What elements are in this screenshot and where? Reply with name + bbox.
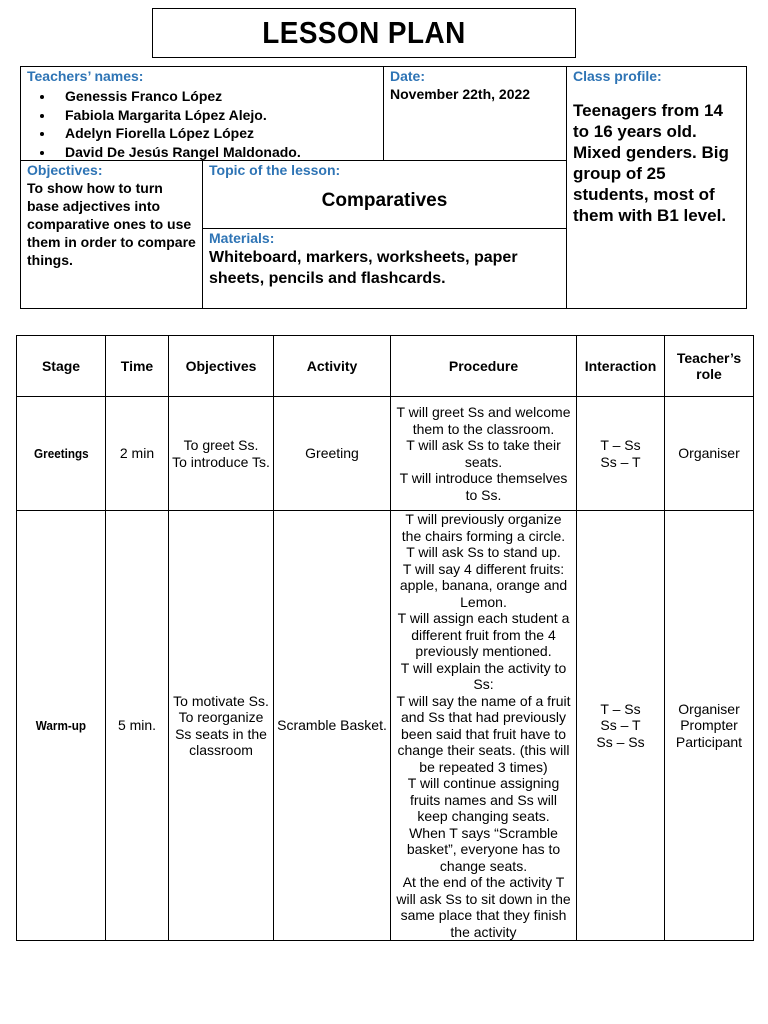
- info-table: [20, 66, 747, 309]
- procedure-step: T will previously organize the chairs forming a circle.: [401, 511, 566, 544]
- teacher-name: • Adelyn Fiorella López López: [55, 124, 377, 143]
- materials-value: Whiteboard, markers, worksheets, paper sheets, pencils and flashcards.: [209, 249, 518, 287]
- column-header: Objectives: [169, 336, 274, 397]
- role-line: Organiser: [678, 700, 740, 717]
- procedure-cell: [391, 511, 577, 941]
- interaction-cell: [577, 397, 665, 511]
- date-value: November 22th, 2022: [390, 86, 531, 102]
- objective-line: To introduce Ts.: [172, 453, 270, 470]
- column-header: Time: [106, 336, 169, 397]
- column-header: Teacher’s role: [665, 336, 754, 397]
- profile-label: Class profile:: [573, 68, 662, 84]
- teachers-label: Teachers’ names:: [27, 68, 144, 84]
- objective-line: To greet Ss.: [183, 437, 259, 453]
- role-cell: [665, 511, 754, 941]
- objectives-cell: [20, 160, 203, 309]
- materials-cell: [202, 228, 567, 309]
- profile-cell: [566, 66, 747, 309]
- table-header-row: [17, 336, 754, 397]
- teacher-name: • Fabiola Margarita López Alejo.: [55, 106, 377, 125]
- topic-cell: [202, 160, 567, 229]
- page-title: LESSON PLAN: [262, 15, 466, 50]
- plan-table: [16, 335, 754, 941]
- column-header: Interaction: [577, 336, 665, 397]
- procedure-step: T will greet Ss and welcome them to the classroom.: [396, 404, 571, 437]
- role-cell: [665, 397, 754, 511]
- procedure-step: T will introduce themselves to Ss.: [399, 470, 568, 503]
- procedure-step: When T says “Scramble basket”, everyone has to change seats.: [406, 824, 561, 874]
- teacher-name: • Genessis Franco López: [55, 87, 377, 106]
- objectives-label: Objectives:: [27, 162, 103, 178]
- title-box: [152, 8, 576, 58]
- teachers-list: [27, 87, 377, 161]
- topic-value: Comparatives: [321, 190, 448, 211]
- profile-value: Teenagers from 14 to 16 years old. Mixed genders. Big group of 25 students, most of them with B1 level.: [573, 101, 729, 225]
- stage-name: Warm-up: [35, 717, 87, 733]
- date-cell: [383, 66, 567, 161]
- topic-label: Topic of the lesson:: [209, 162, 341, 178]
- stage-name: Greetings: [33, 445, 89, 461]
- procedure-step: At the end of the activity T will ask Ss to sit down in the same place that they finish the activity: [396, 874, 571, 940]
- procedure-cell: [391, 397, 577, 511]
- table-row: [17, 511, 754, 941]
- objectives-cell: [169, 511, 274, 941]
- stage-cell: [17, 397, 106, 511]
- objectives-cell: [169, 397, 274, 511]
- procedure-step: T will ask Ss to take their seats.: [406, 437, 561, 470]
- interaction-cell: [577, 511, 665, 941]
- procedure-step: T will say the name of a fruit and Ss that had previously been said that fruit have to change their seats. (this will be repeated 3 times): [396, 692, 571, 775]
- objectives-value: To show how to turn base adjectives into comparative ones to use them in order to compare things.: [27, 180, 196, 268]
- objective-line: To motivate Ss.: [173, 692, 269, 709]
- procedure-step: T will say 4 different fruits: apple, banana, orange and Lemon.: [399, 560, 568, 610]
- column-header: Activity: [274, 336, 391, 397]
- table-row: [17, 397, 754, 511]
- role-line: Prompter: [680, 717, 738, 734]
- stage-cell: [17, 511, 106, 941]
- date-label: Date:: [390, 68, 426, 84]
- objective-line: To reorganize Ss seats in the classroom: [175, 709, 267, 758]
- teachers-cell: [20, 66, 384, 161]
- column-header: Procedure: [391, 336, 577, 397]
- teacher-name: • David De Jesús Rangel Maldonado.: [55, 143, 377, 162]
- procedure-step: T will assign each student a different fruit from the 4 previously mentioned.: [397, 610, 570, 659]
- materials-label: Materials:: [209, 230, 275, 246]
- interaction-line: T – Ss: [600, 437, 641, 453]
- interaction-line: Ss – T: [600, 717, 641, 734]
- procedure-step: T will ask Ss to stand up.: [406, 544, 561, 560]
- time-cell: 2 min: [106, 397, 169, 511]
- interaction-line: T – Ss: [600, 700, 641, 717]
- procedure-step: T will explain the activity to Ss:: [400, 659, 567, 692]
- role-line: Participant: [675, 733, 743, 750]
- activity-cell: Scramble Basket.: [274, 511, 391, 941]
- procedure-step: T will continue assigning fruits names and Ss will keep changing seats.: [407, 775, 560, 824]
- interaction-line: Ss – T: [600, 453, 641, 470]
- column-header: Stage: [17, 336, 106, 397]
- interaction-line: Ss – Ss: [596, 733, 645, 750]
- time-cell: 5 min.: [106, 511, 169, 941]
- role-line: Organiser: [678, 445, 740, 462]
- activity-cell: Greeting: [274, 397, 391, 511]
